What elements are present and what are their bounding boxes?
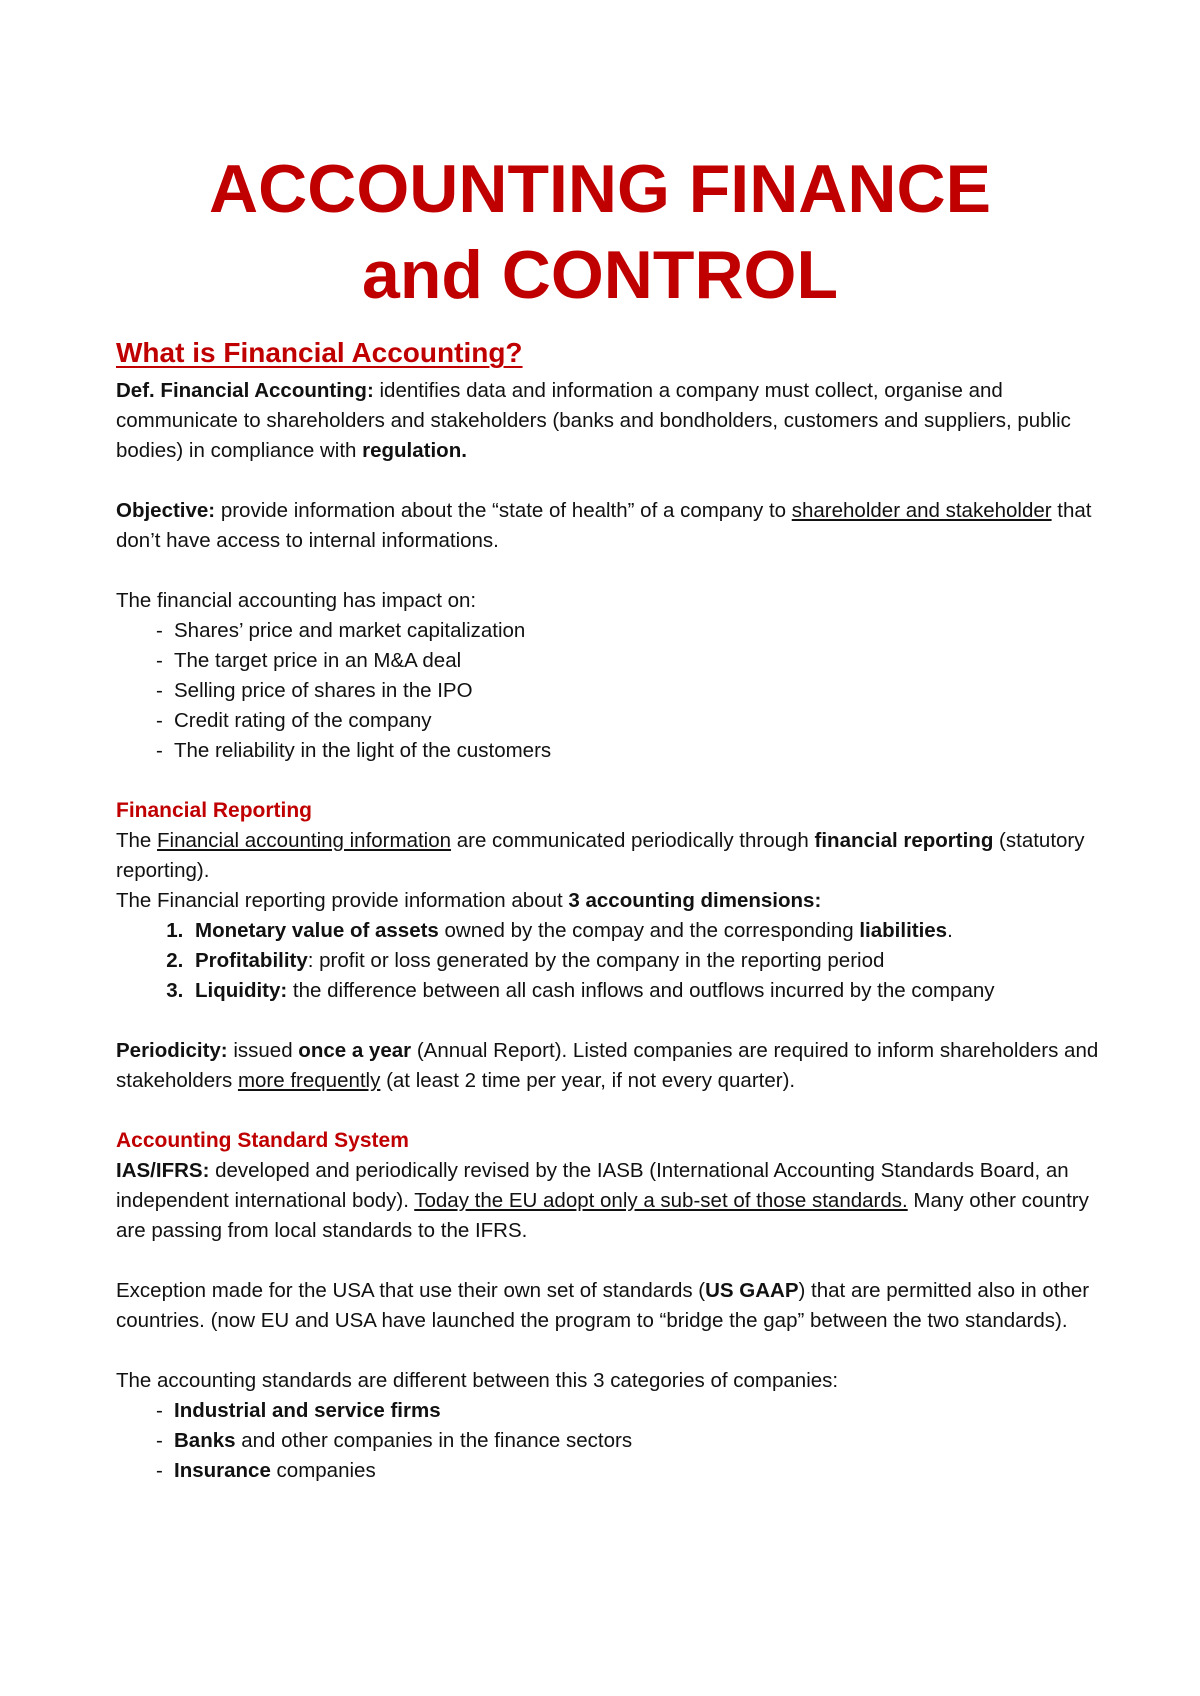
objective-text: provide information about the “state of health” of a company to <box>215 499 792 522</box>
ias-paragraph <box>116 1156 1106 1246</box>
list-item <box>156 1426 1106 1456</box>
dimensions-text: The Financial reporting provide information about <box>116 889 569 912</box>
dimensions-list <box>116 916 1106 1006</box>
objective-label: Objective: <box>116 499 216 522</box>
list-item <box>156 1456 1106 1486</box>
definition-regulation: regulation. <box>362 439 467 462</box>
definition-text: identifies data and information a company must collect, organise and communicate to shareholders and stakeholders (banks and bondholders, customers and suppliers, public bodies) in compliance with <box>116 379 1071 462</box>
document-title-line1: ACCOUNTING FINANCE <box>209 151 991 227</box>
item-text-2: . <box>947 919 953 942</box>
periodicity-paragraph <box>116 1036 1106 1096</box>
objective-paragraph <box>116 496 1106 556</box>
document-body <box>116 336 1106 1486</box>
ias-label: IAS/IFRS: <box>116 1159 210 1182</box>
reporting-text-2: are communicated periodically through <box>451 829 815 852</box>
item-bold-2: liabilities <box>859 919 948 942</box>
exception-text: Exception made for the USA that use their own set of standards ( <box>116 1279 706 1302</box>
periodicity-text-2: (Annual Report). Listed companies are required to inform shareholders and stakeholders <box>116 1039 1099 1092</box>
reporting-bold: financial reporting <box>814 829 994 852</box>
categories-intro: The accounting standards are different between this 3 categories of companies: <box>116 1369 839 1392</box>
list-item: - Selling price of shares in the IPO <box>156 676 1106 706</box>
document-title-line2: and CONTROL <box>362 237 838 313</box>
periodicity-text-3: (at least 2 time per year, if not every quarter). <box>380 1069 796 1092</box>
periodicity-label: Periodicity: <box>116 1039 228 1062</box>
impact-intro: The financial accounting has impact on: <box>116 589 477 612</box>
item-bold: Banks <box>174 1429 236 1452</box>
periodicity-underlined: more frequently <box>237 1069 381 1092</box>
item-text: owned by the compay and the corresponding <box>438 919 860 942</box>
item-text: : profit or loss generated by the company in the reporting period <box>307 949 885 972</box>
objective-underlined: shareholder and stakeholder <box>791 499 1052 522</box>
definition-paragraph <box>116 376 1106 466</box>
ias-text: developed and periodically revised by the IASB (International Accounting Standards Board, an independent international body). <box>116 1159 1069 1212</box>
item-bold: Profitability <box>195 949 308 972</box>
objective-end: that don’t have access to internal informations. <box>116 499 1092 552</box>
exception-bold: US GAAP <box>705 1279 799 1302</box>
item-text: the difference between all cash inflows and outflows incurred by the company <box>287 979 995 1002</box>
reporting-underlined: Financial accounting information <box>157 829 452 852</box>
item-bold: Monetary value of assets <box>195 919 439 942</box>
item-bold: Liquidity: <box>195 979 288 1002</box>
list-item: - Shares’ price and market capitalization <box>156 616 1106 646</box>
dimensions-bold: 3 accounting dimensions: <box>568 889 822 912</box>
exception-text-2: ) that are permitted also in other countries. (now EU and USA have launched the program to “bridge the gap” between the two standards). <box>116 1279 1090 1332</box>
list-item <box>189 976 1106 1006</box>
list-item: - Credit rating of the company <box>156 706 1106 736</box>
ias-underlined: Today the EU adopt only a sub-set of those standards. <box>414 1189 908 1212</box>
dimensions-intro <box>116 886 1106 916</box>
definition-label: Def. Financial Accounting: <box>116 379 374 402</box>
section-heading-financial-accounting: What is Financial Accounting? <box>116 337 523 368</box>
list-item <box>156 1396 1106 1426</box>
list-item <box>189 946 1106 976</box>
periodicity-text: issued <box>227 1039 299 1062</box>
periodicity-bold: once a year <box>298 1039 412 1062</box>
list-item <box>189 916 1106 946</box>
item-bold: Insurance <box>174 1459 271 1482</box>
section-heading-accounting-standard: Accounting Standard System <box>116 1129 409 1152</box>
categories-list <box>116 1396 1106 1486</box>
exception-paragraph <box>116 1276 1106 1336</box>
item-text: companies <box>270 1459 376 1482</box>
reporting-paragraph <box>116 826 1106 886</box>
section-heading-financial-reporting: Financial Reporting <box>116 799 313 822</box>
reporting-text: The <box>116 829 158 852</box>
ias-text-2: Many other country are passing from local standards to the IFRS. <box>116 1189 1089 1242</box>
reporting-text-3: (statutory reporting). <box>116 829 1085 882</box>
list-item: - The target price in an M&A deal <box>156 646 1106 676</box>
item-text: and other companies in the finance sectors <box>235 1429 633 1452</box>
item-bold: Industrial and service firms <box>174 1399 441 1422</box>
list-item: - The reliability in the light of the customers <box>156 736 1106 766</box>
impact-list <box>116 616 1106 766</box>
